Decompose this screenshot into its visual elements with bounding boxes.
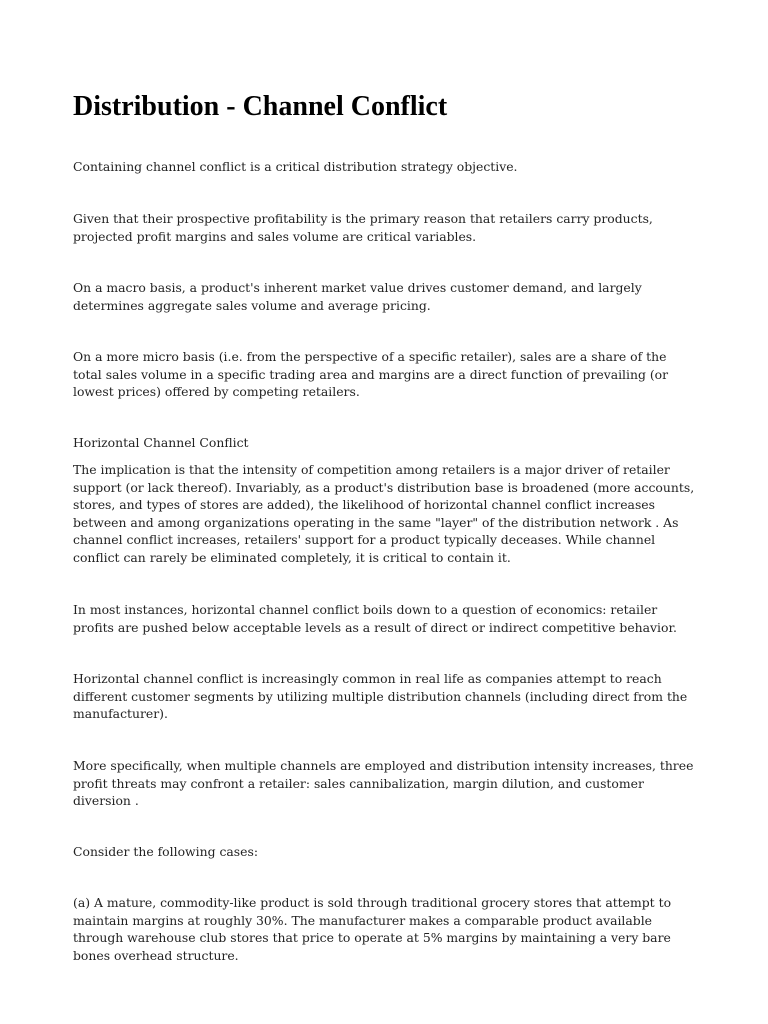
case-a-paragraph: (a) A mature, commodity-like product is sold through traditional grocery stores that attempt to maintain margins at roughly 30%. The manufacturer makes a comparable product available through warehouse club stores that price to operate at 5% margins by maintaining a very bare bones overhead structure. — [73, 895, 672, 963]
paragraph-3: On a macro basis, a product's inherent market value drives customer demand, and largely determines aggregate sales volume and average pricing. — [73, 280, 642, 313]
section-paragraph-4: More specifically, when multiple channels are employed and distribution intensity increases, three profit threats may confront a retailer: sales cannibalization, margin dilution, and customer diversion . — [73, 758, 694, 809]
paragraph-2: Given that their prospective profitability is the primary reason that retailers carry products, projected profit margins and sales volume are critical variables. — [73, 211, 653, 244]
section-paragraph-2: In most instances, horizontal channel conflict boils down to a question of economics: retailer profits are pushed below acceptable levels as a result of direct or indirect competitive behavior. — [73, 602, 677, 635]
section-paragraph-3: Horizontal channel conflict is increasingly common in real life as companies attempt to reach different customer segments by utilizing multiple distribution channels (including direct from the manufacturer). — [73, 671, 688, 722]
section-paragraph-1: The implication is that the intensity of competition among retailers is a major driver of retailer support (or lack thereof). Invariably, as a product's distribution base is broadened (more accounts, stores, and types of stores are added), the likelihood of horizontal channel conflict increases between and among organizations operating in the same "layer" of the distribution network . As channel conflict increases, retailers' support for a product typically deceases. While channel conflict can rarely be eliminated completely, it is critical to contain it. — [73, 462, 695, 565]
paragraph-1: Containing channel conflict is a critical distribution strategy objective. — [73, 159, 518, 174]
section-heading: Horizontal Channel Conflict — [73, 435, 249, 450]
document-title: Distribution - Channel Conflict — [73, 91, 448, 122]
paragraph-4: On a more micro basis (i.e. from the perspective of a specific retailer), sales are a share of the total sales volume in a specific trading area and margins are a direct function of prevailing (or lowest prices) offered by competing retailers. — [73, 349, 669, 400]
section-paragraph-5: Consider the following cases: — [73, 844, 259, 859]
